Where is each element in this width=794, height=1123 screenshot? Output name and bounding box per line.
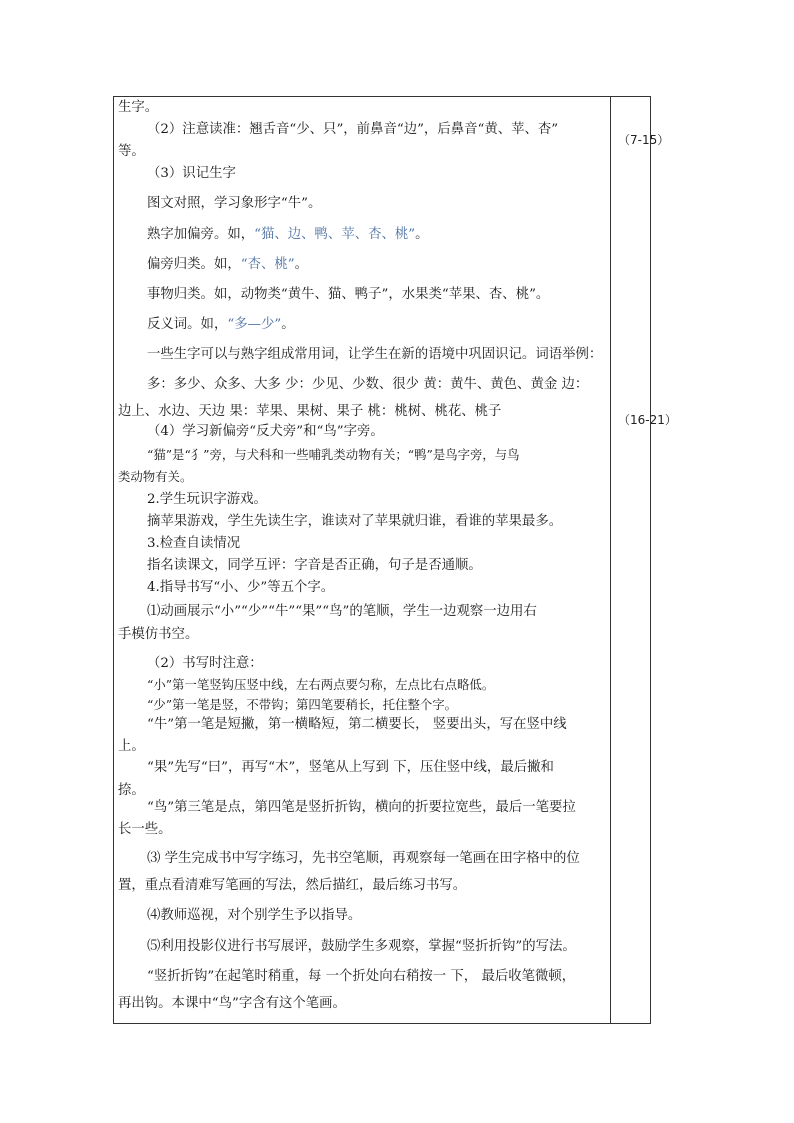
time-range-label: （16-21）	[618, 413, 677, 427]
text-line: （2）书写时注意：	[147, 656, 263, 671]
text-line: “竖折折钩”在起笔时稍重，每 一个折处向右稍按一 下， 最后收笔微顿，	[147, 969, 576, 984]
time-range-label: （7-15）	[618, 133, 670, 147]
text-line: ⑶ 学生完成书中写字练习，先书空笔顺，再观察每一笔画在田字格中的位	[147, 851, 580, 866]
text-line: 生字。	[118, 100, 159, 115]
text-line: 事物归类。如，动物类“黄牛、猫、鸭子”，水果类“苹果、杏、桃”。	[147, 287, 550, 302]
text-line: “牛”第一笔是短撇，第一横略短，第二横要长， 竖要出头，写在竖中线	[147, 717, 567, 732]
text-span: 偏旁归类。如，	[147, 257, 241, 272]
text-line: 图文对照，学习象形字“牛”。	[147, 196, 322, 211]
text-line	[147, 257, 308, 273]
text-line: 上。	[118, 739, 145, 754]
text-line: 长一些。	[118, 822, 172, 837]
text-line: ⑴动画展示“小”“少”“牛”“果”“鸟”的笔顺，学生一边观察一边用右	[147, 604, 537, 619]
text-line: （4）学习新偏旁“反犬旁”和“鸟”字旁。	[147, 424, 384, 439]
text-line: 捺。	[118, 783, 145, 798]
text-line: 摘苹果游戏，学生先读生字，谁读对了苹果就归谁，看谁的苹果最多。	[147, 514, 563, 529]
text-line: “鸟”第三笔是点，第四笔是竖折折钩，横向的折要拉宽些，最后一笔要拉	[147, 800, 576, 815]
text-line: 4.指导书写“小、少”等五个字。	[147, 580, 335, 595]
text-line: 等。	[118, 144, 145, 159]
text-span: 熟字加偏旁。如，	[147, 227, 255, 242]
text-span: 。	[415, 227, 429, 242]
text-line: 一些生字可以与熟字组成常用词，让学生在新的语境中巩固识记。词语举例：	[147, 347, 603, 362]
example-words: “猫、边、鸭、苹、杏、桃”	[254, 227, 416, 242]
text-line: “小”第一笔竖钩压竖中线，左右两点要匀称，左点比右点略低。	[147, 677, 495, 692]
text-span: 。	[294, 257, 308, 272]
text-line	[147, 227, 429, 243]
text-line: 2.学生玩识字游戏。	[147, 492, 267, 507]
text-line: “少”第一笔是竖，不带钩；第四笔要稍长，托住整个字。	[147, 697, 458, 712]
text-line: “果”先写“曰”，再写“木”，竖笔从上写到 下，压住竖中线，最后撇和	[147, 760, 554, 775]
text-line: 多：多少、众多、大多 少：少见、少数、很少 黄：黄牛、黄色、黄金 边：	[147, 377, 589, 392]
text-line: “猫”是“犭”旁，与犬科和一些哺乳类动物有关；“鸭”是鸟字旁，与鸟	[147, 447, 520, 462]
column-divider	[610, 96, 611, 1024]
text-line: ⑷教师巡视，对个别学生予以指导。	[147, 908, 362, 923]
text-line: （3）识记生字	[147, 166, 236, 181]
text-line: 置，重点看清难写笔画的写法，然后描红，最后练习书写。	[118, 878, 467, 893]
text-line: 指名读课文，同学互评：字音是否正确，句子是否通顺。	[147, 558, 482, 573]
text-span: 反义词。如，	[147, 317, 228, 332]
text-line: （2）注意读准：翘舌音“少、只”，前鼻音“边”，后鼻音“黄、苹、杏”	[147, 122, 559, 137]
text-line: ⑸利用投影仪进行书写展评，鼓励学生多观察，掌握“竖折折钩”的写法。	[147, 939, 576, 954]
text-line	[147, 317, 295, 333]
text-line: 再出钩。本课中“鸟”字含有这个笔画。	[118, 996, 346, 1011]
text-span: 。	[281, 317, 295, 332]
text-line: 边上、水边、天边 果：苹果、果树、果子 桃：桃树、桃花、桃子	[118, 404, 502, 419]
text-line: 3.检查自读情况	[147, 536, 241, 551]
text-line: 类动物有关。	[118, 469, 193, 484]
example-words: “多—少”	[227, 317, 282, 332]
example-words: “杏、桃”	[240, 257, 295, 272]
text-line: 手模仿书空。	[118, 627, 199, 642]
